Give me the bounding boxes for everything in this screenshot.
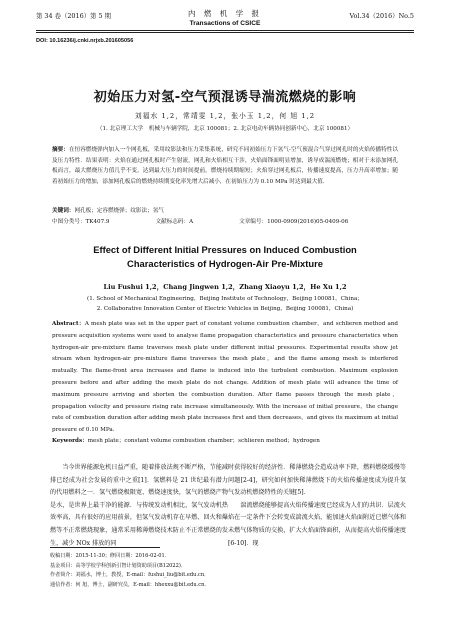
keywords-cn-label: 关键词： [52,208,75,214]
journal-name-en: Transactions of CSICE [189,20,261,27]
clc-number: 中图分类号：TK407.9 [52,219,110,225]
affiliation-cn: （1. 北京理工大学 机械与车辆学院，北京 100081；2. 北京电动车辆协同创新中心，北京 100081） [96,126,354,132]
header-rule-thick [36,30,414,31]
title-en [0,243,450,271]
footnote-fund: 基金项目：高等学校学科创新引智计划资助项目(B12022)． [50,562,186,569]
footnote-rule [50,547,160,548]
document-code: 文献标志码：A [155,219,194,225]
affiliation-en [0,294,450,314]
body-column-left [50,462,228,550]
footnote-correspondence: 通信作者：何 旭，博士，副研究员，E-mail：hhexxu@bit.edu.cn． [50,581,210,588]
body-column-right [228,462,406,550]
affiliation-en-line2: 2. Collaborative Innovation Center of Electric Vehicles in Beijing，Beijing 100081，China) [96,306,354,312]
title-en-line2: Characteristics of Hydrogen-Air Pre-Mixture [127,258,323,269]
keywords-en [52,436,398,444]
title-en-line1: Effect of Different Initial Pressures on Induced Combustion [93,244,357,255]
keywords-cn [52,206,398,214]
footnote-received: 收稿日期：2015-11-30；修回日期：2016-02-01． [50,553,170,559]
body-paragraph: 当今世界能源危机日益严重，随着排放法规不断严格，节能减排已经成为社会发展的重中之重[1]．氢燃料是 21 世纪最有潜力的代用燃料之一．氢气燃烧极限宽、燃烧速度快，氢气的燃烧产物是水，是世界上最干净的能源．与传统发动机相比，氢气发动机热效率高，具有很好的应用前景，但氢气发动机存在早燃、回火和爆燃等不正常燃烧现象，通常采用稀薄燃烧技术防止不正常燃烧的发生，减少 NOx 排放的同 [50,464,228,547]
classification-cn [52,217,398,225]
footnotes [50,552,210,590]
authors-cn: 刘福水 1,2，常靖雯 1,2，张小玉 1,2，何 旭 1,2 [134,112,316,120]
header-volume-cn: 第 34 卷（2016）第 5 期 [36,12,111,20]
keywords-en-label: Keywords： [52,438,88,444]
abstract-cn [52,145,398,187]
abstract-cn-text: 在恒容燃烧弹内加入一个网孔板，采用纹影法和压力采集系统，研究不同初始压力下氢气-空气预混合气穿过网孔时的火焰传播特性以及压力特性．结果表明：火焰在通过网孔板时产生射流，网孔和火焰相互干涉，火焰面锋面明显增加，诱导成湍流燃烧；相对于未添加网孔板而言，最大燃烧压力值几乎不变，达到最大压力的时间提前，燃烧持续期缩短；火焰穿过网孔板后，传播速度提高，压力升高率增加；随着初始压力的增加，添加网孔板后的燃烧持续期变化率先增大后减小，在初始压力为 0.10 MPa 时达到最大值． [52,147,398,185]
header-volume-en: Vol.34（2016）No.5 [349,12,414,20]
abstract-cn-label: 摘要： [52,147,69,153]
abstract-en [52,319,398,437]
keywords-cn-text: 网孔板；定容燃烧弹；纹影法；氢气 [74,208,164,214]
abstract-en-label: Abstract： [52,321,85,327]
body-paragraph: 湍流燃烧能够提高火焰传播速度已经成为人们的共识．层流火焰在一定条件下会转变成湍流火焰，能加速火焰面附近已燃气体和未燃气体物质的交换，扩大火焰面锋面积，从而提高火焰传播速度[6-10]．现 [228,501,406,547]
header-rule-thin [36,32,414,33]
authors-en: Liu Fushui 1,2，Chang Jingwen 1,2，Zhang Xiaoyu 1,2，He Xu 1,2 [103,283,347,291]
article-number: 文章编号：1000-0909(2016)05-0409-06 [239,219,349,225]
keywords-en-text: mesh plate；constant volume combustion chamber；schlieren method；hydrogen [87,438,320,444]
body-paragraph: 时获得较好的经济性．稀薄燃烧会造成动率下降，燃料燃烧缓慢等问题[2-4]，研究如何加快稀薄燃烧下的火焰传播速度成为提升氢气发动机燃烧特性的关键[5]． [228,464,406,497]
doi[interactable]: DOI: 10.16236/j.cnki.nrjxb.201605056 [36,38,134,44]
abstract-en-text: A mesh plate was set in the upper part of constant volume combustion chamber，and schlieren method and pressure acquisition systems were used to analyse flame propagation characteristics and pressure characteristics when hydrogen-air pre-mixture flame traverses mesh plate under different initial pressures. Experimental results show jet stream when hydrogen-air pre-mixture flame traverses the mesh plate，and the flame among mesh is interfered mutually. The flame-front area increases and flame is induced into the turbulent combustion. Maximum explosion pressure before and after adding the mesh plate do not change. Addition of mesh plate will advance the time of maximum pressure arriving and shorten the combustion duration. After flame passes through the mesh plate，propagation velocity and pressure rising rate increase simultaneously. With the increase of initial pressure，the change rate of combustion duration after adding mesh plate increases first and then decreases，and gives its maximum at initial pressure of 0.10 MPa. [52,321,398,434]
affiliation-en-line1: (1. School of Mechanical Engineering，Beijing Institute of Technology，Beijing 100081，China； [87,296,363,302]
title-cn: 初始压力对氢-空气预混诱导湍流燃烧的影响 [93,90,357,105]
journal-name-cn: 内 燃 机 学 报 [187,9,263,18]
footnote-author: 作者简介：刘福水，博士，教授，E-mail：fushui_liu@bit.edu.cn． [50,572,210,579]
